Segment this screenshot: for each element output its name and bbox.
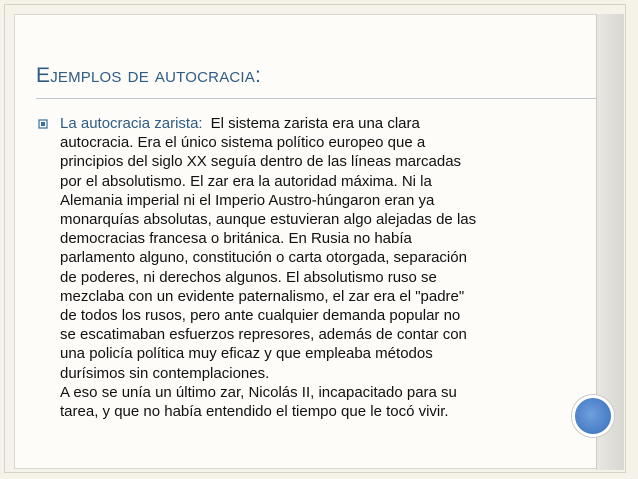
body-line: durísimos sin contemplaciones. xyxy=(60,364,270,382)
decorative-circle-icon xyxy=(572,395,614,437)
body-line: de poderes, ni derechos algunos. El absolutismo ruso se xyxy=(60,268,437,286)
body-line: El sistema zarista era una clara xyxy=(210,115,420,132)
body-line: monarquías absolutas, aunque estuvieran algo alejadas de las xyxy=(60,211,477,229)
bullet-icon xyxy=(38,119,48,129)
body-line: A eso se unía un último zar, Nicolás II, incapacitado para su xyxy=(60,383,457,401)
title-underline xyxy=(36,98,596,99)
body-line: parlamento alguno, constitución o carta otorgada, separación xyxy=(60,249,467,267)
body-line-first xyxy=(60,114,580,133)
body-line: por el absolutismo. El zar era la autoridad máxima. Ni la xyxy=(60,172,432,190)
body-line: tarea, y que no había entendido el tiempo que le tocó vivir. xyxy=(60,403,449,421)
slide-body xyxy=(60,114,580,421)
body-line: democracias francesa o británica. En Rusia no había xyxy=(60,230,412,248)
body-line: una policía política muy eficaz y que empleaba métodos xyxy=(60,345,433,363)
body-line: de todos los rusos, pero ante cualquier demanda popular no xyxy=(60,307,461,325)
body-line: mezclaba con un evidente paternalismo, el zar era el "padre" xyxy=(60,287,465,305)
body-line: se escatimaban esfuerzos represores, además de contar con xyxy=(60,326,467,344)
body-line: principios del siglo XX seguía dentro de las líneas marcadas xyxy=(60,153,462,171)
body-line: autocracia. Era el único sistema político europeo que a xyxy=(60,134,426,152)
lead-label: La autocracia zarista: xyxy=(60,115,203,132)
body-line: Alemania imperial ni el Imperio Austro-húngaron eran ya xyxy=(60,191,435,209)
slide-title: Ejemplos de autocracia: xyxy=(36,64,262,87)
